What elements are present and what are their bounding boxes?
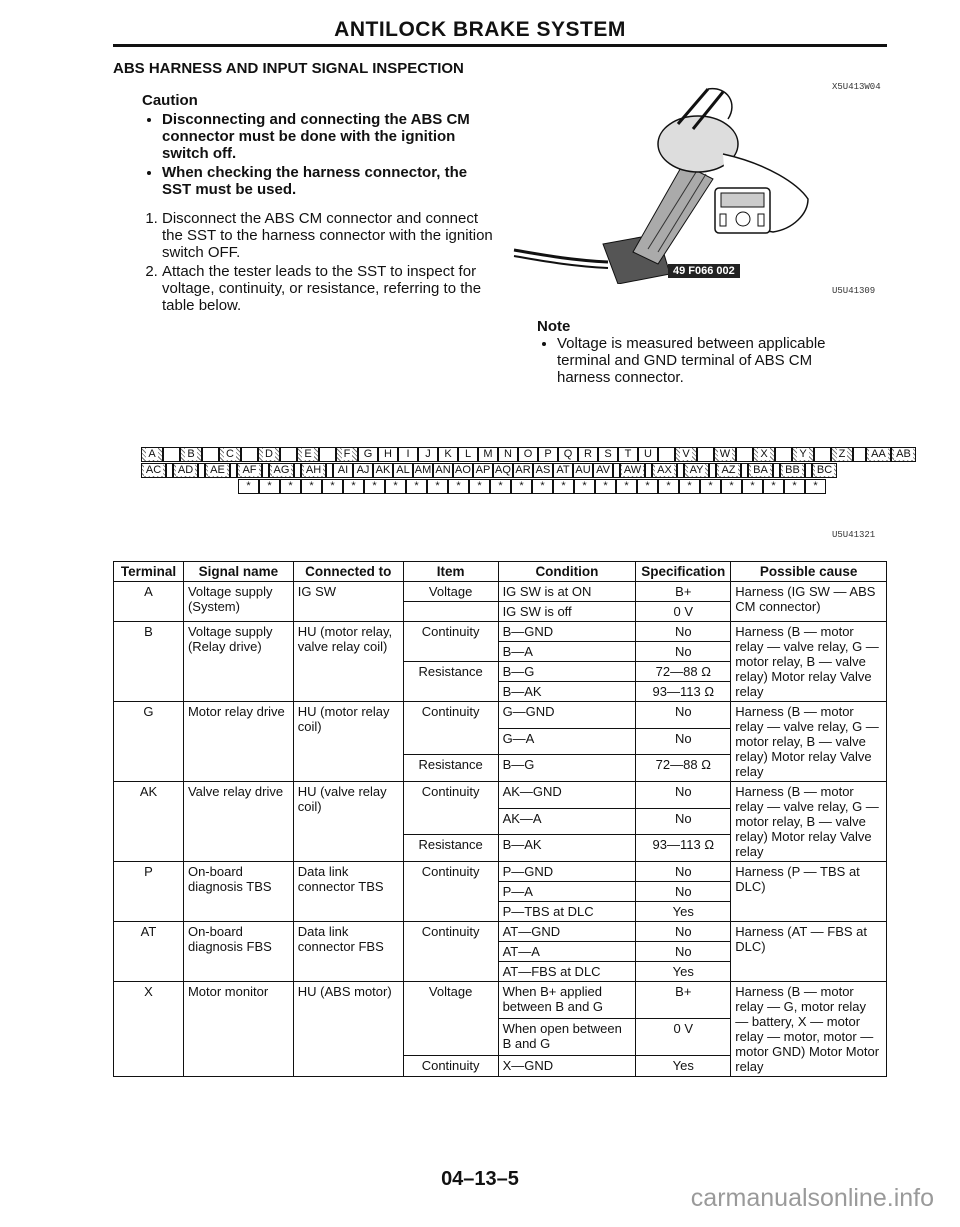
- table-row: [114, 782, 887, 809]
- condition-cell: IG SW is off: [498, 602, 636, 622]
- figure-code-top: X5U413W04: [832, 82, 881, 92]
- signal-cell: Voltage supply (System): [183, 582, 293, 622]
- pin-ag: AG: [269, 463, 294, 478]
- pin-star: *: [721, 479, 742, 494]
- pin-star: *: [280, 479, 301, 494]
- pin-an: AN: [433, 463, 453, 478]
- pin-star: *: [574, 479, 595, 494]
- table-row: [114, 982, 887, 1019]
- pin-bc: BC: [812, 463, 837, 478]
- cause-cell: Harness (B — motor relay — G, motor relay — battery, X — motor relay — motor, motor — motor GND) Motor Motor relay: [731, 982, 887, 1077]
- pin-star: *: [553, 479, 574, 494]
- condition-cell: B—A: [498, 642, 636, 662]
- condition-cell: When B+ applied between B and G: [498, 982, 636, 1019]
- pin-star: *: [385, 479, 406, 494]
- item-cell: Continuity: [403, 922, 498, 982]
- caution-block: [142, 92, 472, 200]
- connected-cell: Data link connector TBS: [293, 862, 403, 922]
- condition-cell: B—G: [498, 662, 636, 682]
- pin-al: AL: [393, 463, 413, 478]
- column-header: Signal name: [183, 562, 293, 582]
- pin-star: *: [322, 479, 343, 494]
- item-cell: Resistance: [403, 662, 498, 702]
- connected-cell: Data link connector FBS: [293, 922, 403, 982]
- pin-c: C: [219, 447, 241, 462]
- spec-cell: No: [636, 642, 731, 662]
- pin-f: F: [336, 447, 358, 462]
- sst-part-number: 49 F066 002: [668, 264, 740, 278]
- terminal-cell: X: [114, 982, 184, 1077]
- pin-b: B: [180, 447, 202, 462]
- pin-gap: [814, 447, 831, 462]
- pin-gap: [697, 447, 714, 462]
- item-cell: Continuity: [403, 702, 498, 755]
- item-cell: Continuity: [403, 782, 498, 835]
- spec-cell: Yes: [636, 902, 731, 922]
- pin-ab: AB: [891, 447, 916, 462]
- pin-ad: AD: [173, 463, 198, 478]
- spec-cell: 72—88 Ω: [636, 662, 731, 682]
- condition-cell: P—GND: [498, 862, 636, 882]
- pin-star: *: [595, 479, 616, 494]
- pin-gap: [853, 447, 866, 462]
- section-title: ABS HARNESS AND INPUT SIGNAL INSPECTION: [113, 60, 464, 77]
- pin-star: *: [805, 479, 826, 494]
- condition-cell: X—GND: [498, 1055, 636, 1076]
- note-text: • Voltage is measured between applicable terminal and GND terminal of ABS CM harness connector.: [557, 335, 867, 386]
- pin-ap: AP: [473, 463, 493, 478]
- pin-star: *: [301, 479, 322, 494]
- inspection-table: [113, 561, 887, 1077]
- cause-cell: Harness (AT — FBS at DLC): [731, 922, 887, 982]
- table-row: [114, 582, 887, 602]
- pin-ay: AY: [684, 463, 709, 478]
- condition-cell: B—AK: [498, 682, 636, 702]
- condition-cell: AT—GND: [498, 922, 636, 942]
- spec-cell: 0 V: [636, 1018, 731, 1055]
- connector-row-3: [238, 479, 826, 494]
- pin-u: U: [638, 447, 658, 462]
- signal-cell: On-board diagnosis TBS: [183, 862, 293, 922]
- pin-star: *: [637, 479, 658, 494]
- pin-gap: [198, 463, 205, 478]
- condition-cell: B—G: [498, 755, 636, 782]
- cause-cell: Harness (IG SW — ABS CM connector): [731, 582, 887, 622]
- pin-av: AV: [593, 463, 613, 478]
- pin-ax: AX: [652, 463, 677, 478]
- pin-r: R: [578, 447, 598, 462]
- pin-aa: AA: [866, 447, 891, 462]
- pin-m: M: [478, 447, 498, 462]
- spec-cell: 72—88 Ω: [636, 755, 731, 782]
- pin-gap: [805, 463, 812, 478]
- pin-as: AS: [533, 463, 553, 478]
- terminal-cell: A: [114, 582, 184, 622]
- terminal-cell: B: [114, 622, 184, 702]
- spec-cell: 0 V: [636, 602, 731, 622]
- signal-cell: Valve relay drive: [183, 782, 293, 862]
- column-header: Condition: [498, 562, 636, 582]
- caution-label: Caution: [142, 92, 198, 109]
- pin-gap: [319, 447, 336, 462]
- column-header: Connected to: [293, 562, 403, 582]
- spec-cell: No: [636, 808, 731, 835]
- pin-gap: [294, 463, 301, 478]
- condition-cell: B—GND: [498, 622, 636, 642]
- pin-gap: [166, 463, 173, 478]
- table-row: [114, 622, 887, 642]
- pin-y: Y: [792, 447, 814, 462]
- table-row: [114, 702, 887, 729]
- note-label: Note: [537, 318, 571, 335]
- condition-cell: P—TBS at DLC: [498, 902, 636, 922]
- terminal-cell: P: [114, 862, 184, 922]
- item-cell: [403, 602, 498, 622]
- item-cell: Continuity: [403, 622, 498, 662]
- pin-ar: AR: [513, 463, 533, 478]
- pin-star: *: [490, 479, 511, 494]
- signal-cell: On-board diagnosis FBS: [183, 922, 293, 982]
- connected-cell: HU (ABS motor): [293, 982, 403, 1077]
- pin-gap: [645, 463, 652, 478]
- pin-a: A: [141, 447, 163, 462]
- spec-cell: 93—113 Ω: [636, 835, 731, 862]
- pin-star: *: [532, 479, 553, 494]
- pin-gap: [677, 463, 684, 478]
- item-cell: Voltage: [403, 982, 498, 1056]
- pin-ba: BA: [748, 463, 773, 478]
- condition-cell: AT—A: [498, 942, 636, 962]
- condition-cell: B—AK: [498, 835, 636, 862]
- pin-star: *: [259, 479, 280, 494]
- column-header: Possible cause: [731, 562, 887, 582]
- signal-cell: Motor monitor: [183, 982, 293, 1077]
- figure-code-bottom: U5U41309: [832, 286, 876, 296]
- pin-h: H: [378, 447, 398, 462]
- terminal-cell: G: [114, 702, 184, 782]
- pin-au: AU: [573, 463, 593, 478]
- pin-d: D: [258, 447, 280, 462]
- table-row: [114, 922, 887, 942]
- pin-star: *: [343, 479, 364, 494]
- pin-star: *: [742, 479, 763, 494]
- spec-cell: No: [636, 882, 731, 902]
- sst-tester-illustration: [508, 84, 818, 284]
- pin-gap: [775, 447, 792, 462]
- spec-cell: B+: [636, 582, 731, 602]
- caution-item: • Disconnecting and connecting the ABS CM connector must be done with the ignition switch off.: [162, 111, 472, 162]
- pin-o: O: [518, 447, 538, 462]
- pin-star: *: [679, 479, 700, 494]
- pin-gap: [262, 463, 269, 478]
- procedure-steps: [142, 210, 502, 316]
- pin-gap: [230, 463, 237, 478]
- pin-n: N: [498, 447, 518, 462]
- pin-gap: [202, 447, 219, 462]
- pin-star: *: [700, 479, 721, 494]
- pin-ao: AO: [453, 463, 473, 478]
- connector-row-2: [141, 463, 837, 478]
- pin-star: *: [784, 479, 805, 494]
- connected-cell: HU (valve relay coil): [293, 782, 403, 862]
- item-cell: Resistance: [403, 755, 498, 782]
- pin-s: S: [598, 447, 618, 462]
- connected-cell: IG SW: [293, 582, 403, 622]
- signal-cell: Motor relay drive: [183, 702, 293, 782]
- connected-cell: HU (motor relay coil): [293, 702, 403, 782]
- connector-row-1: [141, 447, 916, 462]
- pin-star: *: [511, 479, 532, 494]
- item-cell: Resistance: [403, 835, 498, 862]
- pin-ac: AC: [141, 463, 166, 478]
- pin-gap: [709, 463, 716, 478]
- connected-cell: HU (motor relay, valve relay coil): [293, 622, 403, 702]
- pin-ai: AI: [333, 463, 353, 478]
- connector-diagram: [141, 447, 911, 497]
- pin-ak: AK: [373, 463, 393, 478]
- pin-q: Q: [558, 447, 578, 462]
- condition-cell: P—A: [498, 882, 636, 902]
- column-header: Specification: [636, 562, 731, 582]
- signal-cell: Voltage supply (Relay drive): [183, 622, 293, 702]
- column-header: Item: [403, 562, 498, 582]
- pin-k: K: [438, 447, 458, 462]
- page-header: ANTILOCK BRAKE SYSTEM: [334, 18, 626, 41]
- pin-star: *: [763, 479, 784, 494]
- pin-aj: AJ: [353, 463, 373, 478]
- pin-am: AM: [414, 464, 432, 476]
- pin-aq: AQ: [493, 463, 513, 478]
- header-rule: [113, 44, 887, 47]
- column-header: Terminal: [114, 562, 184, 582]
- page-number: 04–13–5: [441, 1168, 519, 1190]
- condition-cell: G—A: [498, 728, 636, 755]
- pin-star: *: [406, 479, 427, 494]
- pin-star: *: [364, 479, 385, 494]
- spec-cell: Yes: [636, 962, 731, 982]
- spec-cell: 93—113 Ω: [636, 682, 731, 702]
- table-header-row: [114, 562, 887, 582]
- pin-gap: [613, 463, 620, 478]
- spec-cell: B+: [636, 982, 731, 1019]
- pin-p: P: [538, 447, 558, 462]
- spec-cell: No: [636, 862, 731, 882]
- pin-z: Z: [831, 447, 853, 462]
- pin-e: E: [297, 447, 319, 462]
- terminal-cell: AK: [114, 782, 184, 862]
- pin-star: *: [427, 479, 448, 494]
- spec-cell: No: [636, 622, 731, 642]
- pin-at: AT: [553, 463, 573, 478]
- pin-g: G: [358, 447, 378, 462]
- pin-ae: AE: [205, 463, 230, 478]
- cause-cell: Harness (B — motor relay — valve relay, G — motor relay, B — valve relay) Motor relay Valve relay: [731, 702, 887, 782]
- condition-cell: IG SW is at ON: [498, 582, 636, 602]
- pin-i: I: [398, 447, 418, 462]
- condition-cell: AK—A: [498, 808, 636, 835]
- spec-cell: No: [636, 942, 731, 962]
- item-cell: Continuity: [403, 1055, 498, 1076]
- pin-t: T: [618, 447, 638, 462]
- pin-bb: BB: [780, 463, 805, 478]
- pin-star: *: [469, 479, 490, 494]
- pin-star: *: [616, 479, 637, 494]
- pin-gap: [280, 447, 297, 462]
- item-cell: Voltage: [403, 582, 498, 602]
- watermark: carmanualsonline.info: [690, 1184, 934, 1212]
- pin-gap: [326, 463, 333, 478]
- pin-w: W: [714, 447, 736, 462]
- spec-cell: No: [636, 702, 731, 729]
- condition-cell: G—GND: [498, 702, 636, 729]
- pin-v: V: [675, 447, 697, 462]
- pin-star: *: [448, 479, 469, 494]
- connector-figure-code: U5U41321: [832, 530, 876, 540]
- caution-item: • When checking the harness connector, the SST must be used.: [162, 164, 472, 198]
- condition-cell: AK—GND: [498, 782, 636, 809]
- cause-cell: Harness (B — motor relay — valve relay, G — motor relay, B — valve relay) Motor relay Valve relay: [731, 622, 887, 702]
- condition-cell: When open between B and G: [498, 1018, 636, 1055]
- note-block: [537, 318, 867, 386]
- pin-ah: AH: [301, 463, 326, 478]
- pin-gap: [163, 447, 180, 462]
- pin-gap: [658, 447, 675, 462]
- pin-star: *: [658, 479, 679, 494]
- table-row: [114, 862, 887, 882]
- pin-j: J: [418, 447, 438, 462]
- terminal-cell: AT: [114, 922, 184, 982]
- pin-aw: AW: [620, 463, 645, 478]
- item-cell: Continuity: [403, 862, 498, 922]
- spec-cell: Yes: [636, 1055, 731, 1076]
- pin-x: X: [753, 447, 775, 462]
- spec-cell: No: [636, 728, 731, 755]
- pin-af: AF: [237, 463, 262, 478]
- cause-cell: Harness (P — TBS at DLC): [731, 862, 887, 922]
- step-item: 2. Attach the tester leads to the SST to inspect for voltage, continuity, or resistance, referring to the table below.: [162, 263, 502, 314]
- condition-cell: AT—FBS at DLC: [498, 962, 636, 982]
- pin-gap: [741, 463, 748, 478]
- pin-az: AZ: [716, 463, 741, 478]
- step-item: 1. Disconnect the ABS CM connector and connect the SST to the harness connector with the ignition switch OFF.: [162, 210, 502, 261]
- pin-gap: [241, 447, 258, 462]
- spec-cell: No: [636, 782, 731, 809]
- cause-cell: Harness (B — motor relay — valve relay, G — motor relay, B — valve relay) Motor relay Valve relay: [731, 782, 887, 862]
- pin-l: L: [458, 447, 478, 462]
- pin-star: *: [238, 479, 259, 494]
- pin-gap: [736, 447, 753, 462]
- spec-cell: No: [636, 922, 731, 942]
- pin-gap: [773, 463, 780, 478]
